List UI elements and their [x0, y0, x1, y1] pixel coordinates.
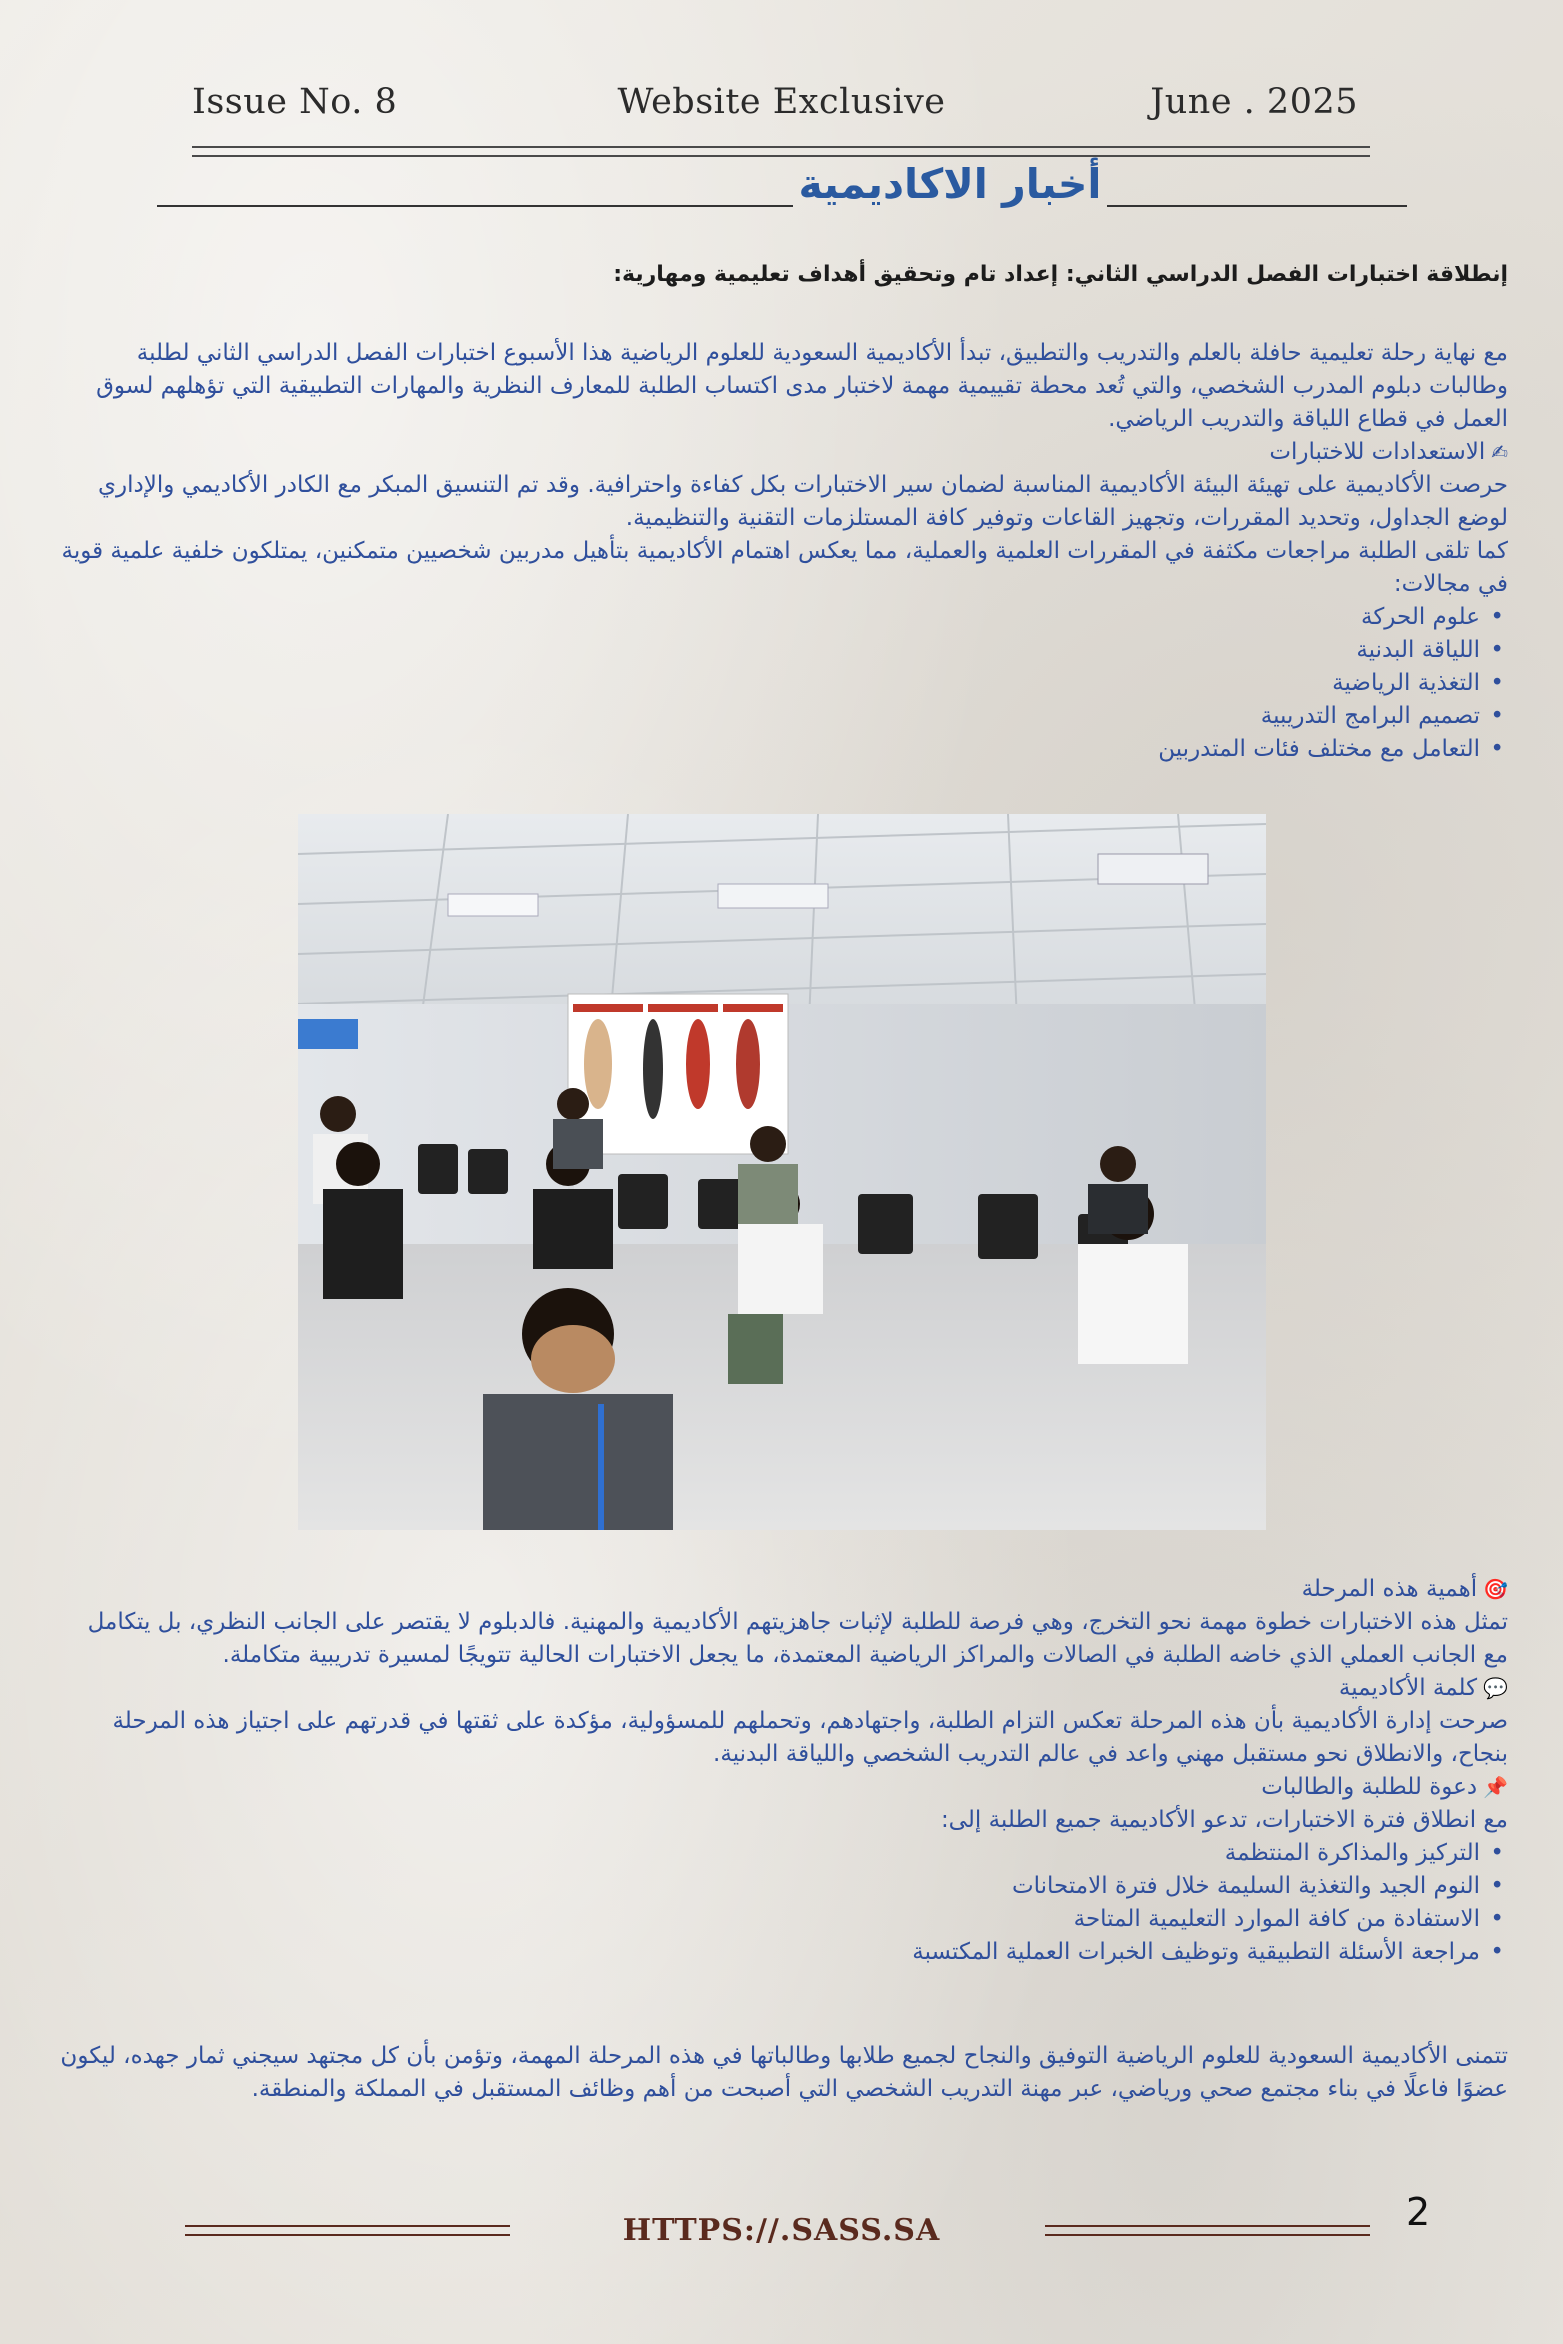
list-item: • مراجعة الأسئلة التطبيقية وتوظيف الخبرات العملية المكتسبة	[58, 1936, 1480, 1969]
edition-label: Website Exclusive	[617, 82, 946, 122]
closing-paragraph: تتمنى الأكاديمية السعودية للعلوم الرياضية التوفيق والنجاح لجميع طلابها وطالباتها في هذه المرحلة المهمة، وتؤمن بأن كل مجتهد سيجني ثمار جهده، ليكون عضوًا فاعلًا في بناء مجتمع صحي ورياضي، عبر مهنة التدريب الشخصي التي أصبحت من أهم وظائف المستقبل في المملكة والمنطقة.	[60, 2043, 1508, 2102]
website-link[interactable]: HTTPS://.SASS.SA	[622, 2213, 941, 2248]
page-number: 2	[1406, 2190, 1431, 2234]
list-item: • التعامل مع مختلف فئات المتدربين	[58, 733, 1480, 766]
list-item: • الاستفادة من كافة الموارد التعليمية المتاحة	[58, 1903, 1480, 1936]
prep-paragraph-2: كما تلقى الطلبة مراجعات مكثفة في المقررات العلمية والعملية، مما يعكس اهتمام الأكاديمية بتأهيل مدربين شخصيين متمكنين، يمتلكون خلفية علمية قوية في مجالات:	[61, 538, 1508, 597]
list-item: • التغذية الرياضية	[58, 667, 1480, 700]
list-item: • علوم الحركة	[58, 601, 1480, 634]
tips-list	[58, 1837, 1508, 1969]
article-details-section	[58, 1573, 1508, 1969]
word-heading-text: كلمة الأكاديمية	[1338, 1675, 1478, 1701]
list-item: • التركيز والمذاكرة المنتظمة	[58, 1837, 1480, 1870]
list-item: • النوم الجيد والتغذية السليمة خلال فترة الامتحانات	[58, 1870, 1480, 1903]
article-intro-section	[58, 337, 1508, 766]
word-heading	[58, 1672, 1508, 1705]
article-headline: إنطلاقة اختبارات الفصل الدراسي الثاني: إعداد تام وتحقيق أهداف تعليمية ومهارية:	[613, 262, 1508, 287]
exam-classroom-photo	[298, 814, 1266, 1530]
prep-heading	[58, 436, 1508, 469]
pushpin-icon: 📌	[1483, 1775, 1508, 1799]
word-paragraph: صرحت إدارة الأكاديمية بأن هذه المرحلة تعكس التزام الطلبة، واجتهادهم، وتحملهم للمسؤولية، مؤكدة على ثقتها في قدرتهم على اجتياز هذه المرحلة بنجاح، والانطلاق نحو مستقبل مهني واعد في عالم التدريب الشخصي واللياقة البدنية.	[112, 1708, 1508, 1767]
footer-rule-right-top	[1045, 2225, 1370, 2227]
invite-heading-text: دعوة للطلبة والطالبات	[1261, 1774, 1478, 1800]
issue-date: June . 2025	[1150, 82, 1358, 122]
header-rule-bottom	[192, 155, 1370, 157]
skills-list	[58, 601, 1508, 766]
list-item: • اللياقة البدنية	[58, 634, 1480, 667]
footer-rule-right-bottom	[1045, 2234, 1370, 2236]
list-item: • تصميم البرامج التدريبية	[58, 700, 1480, 733]
importance-paragraph: تمثل هذه الاختبارات خطوة مهمة نحو التخرج، وهي فرصة للطلبة لإثبات جاهزيتهم الأكاديمية والمهنية. فالدبلوم لا يقتصر على الجانب النظري، بل يتكامل مع الجانب العملي الذي خاضه الطلبة في الصالات والمراكز الرياضية المعتمدة، ما يجعل الاختبارات الحالية تتويجًا لمسيرة تدريبية متكاملة.	[87, 1609, 1508, 1668]
section-title: أخبار الاكاديمية	[798, 160, 1102, 208]
header-rule-top	[192, 146, 1370, 148]
importance-heading-text: أهمية هذه المرحلة	[1301, 1576, 1478, 1602]
title-line-right	[1107, 205, 1407, 207]
invite-heading	[58, 1771, 1508, 1804]
importance-heading	[58, 1573, 1508, 1606]
invite-paragraph: مع انطلاق فترة الاختبارات، تدعو الأكاديمية جميع الطلبة إلى:	[940, 1807, 1508, 1833]
issue-number: Issue No. 8	[192, 82, 398, 122]
speech-bubble-icon: 💬	[1483, 1676, 1508, 1700]
prep-paragraph-1: حرصت الأكاديمية على تهيئة البيئة الأكاديمية المناسبة لضمان سير الاختبارات بكل كفاءة واحترافية. وقد تم التنسيق المبكر مع الكادر الأكاديمي والإداري لوضع الجداول، وتحديد المقررات، وتجهيز القاعات وتوفير كافة المستلزمات التقنية والتنظيمية.	[98, 472, 1508, 531]
target-icon: 🎯	[1483, 1577, 1508, 1601]
prep-heading-text: الاستعدادات للاختبارات	[1269, 439, 1486, 465]
intro-paragraph: مع نهاية رحلة تعليمية حافلة بالعلم والتدريب والتطبيق، تبدأ الأكاديمية السعودية للعلوم الرياضية هذا الأسبوع اختبارات الفصل الدراسي الثاني لطلبة وطالبات دبلوم المدرب الشخصي، والتي تُعد محطة تقييمية مهمة لاختبار مدى اكتساب الطلبة للمعارف النظرية والمهارات التطبيقية التي تؤهلهم لسوق العمل في قطاع اللياقة والتدريب الرياضي.	[96, 340, 1508, 432]
title-line-left	[157, 205, 793, 207]
writing-hand-icon: ✍	[1491, 440, 1508, 464]
